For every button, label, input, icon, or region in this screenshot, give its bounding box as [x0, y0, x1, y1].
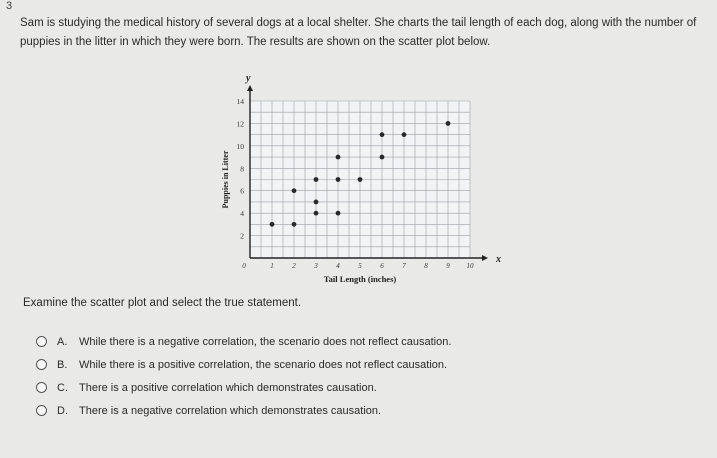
- data-point: [314, 211, 319, 216]
- x-tick-label: 1: [270, 262, 274, 270]
- choice-d[interactable]: [36, 399, 451, 422]
- data-point: [380, 132, 385, 137]
- data-point: [314, 177, 319, 182]
- x-tick-label: 6: [380, 262, 384, 270]
- data-point: [292, 222, 297, 227]
- y-axis-label: Puppies in Litter: [221, 150, 230, 209]
- choice-letter: A.: [57, 335, 68, 348]
- x-tick-label: 2: [292, 262, 296, 270]
- y-tick-label: 6: [240, 186, 244, 196]
- x-tick-label: 5: [358, 262, 362, 270]
- x-tick-label: 8: [424, 262, 428, 270]
- choice-letter: B.: [57, 358, 68, 371]
- answer-choices: [36, 330, 451, 422]
- data-point: [292, 188, 297, 193]
- y-tick-label: 2: [240, 231, 244, 241]
- choice-letter: C.: [57, 381, 68, 394]
- data-point: [336, 211, 341, 216]
- radio-button-b[interactable]: [36, 359, 47, 370]
- choice-b[interactable]: [36, 353, 451, 376]
- choice-text: There is a negative correlation which demonstrates causation.: [79, 404, 382, 417]
- radio-button-c[interactable]: [36, 382, 47, 393]
- y-tick-label: 12: [236, 119, 244, 129]
- instruction-text: Examine the scatter plot and select the true statement.: [23, 297, 302, 309]
- x-tick-label: 7: [402, 262, 406, 270]
- y-tick-label: 10: [236, 141, 244, 151]
- data-point: [358, 177, 363, 182]
- choice-text: While there is a positive correlation, the scenario does not reflect causation.: [79, 358, 448, 371]
- x-axis-symbol: x: [496, 254, 501, 265]
- choice-a[interactable]: [36, 330, 451, 353]
- y-axis-symbol: y: [246, 73, 251, 84]
- x-tick-label: 10: [466, 262, 474, 270]
- question-number: 3: [6, 0, 13, 12]
- scatter-plot-svg: [190, 62, 510, 292]
- y-tick-label: 8: [240, 164, 244, 174]
- radio-button-a[interactable]: [36, 336, 47, 347]
- x-axis-arrow: [482, 255, 488, 261]
- y-axis-arrow: [247, 85, 253, 91]
- y-tick-label: 4: [240, 209, 244, 219]
- radio-button-d[interactable]: [36, 405, 47, 416]
- data-point: [336, 177, 341, 182]
- data-point: [314, 200, 319, 205]
- choice-c[interactable]: [36, 376, 451, 399]
- choice-text: There is a positive correlation which demonstrates causation.: [79, 381, 377, 394]
- data-point: [402, 132, 407, 137]
- choice-letter: D.: [57, 404, 68, 417]
- choice-text: While there is a negative correlation, the scenario does not reflect causation.: [79, 335, 452, 348]
- data-point: [336, 155, 341, 160]
- x-tick-label: 4: [336, 262, 340, 270]
- scatter-plot: [190, 62, 510, 292]
- data-point: [270, 222, 275, 227]
- question-text: Sam is studying the medical history of several dogs at a local shelter. She charts the tail length of each dog, along with the number of puppies in the litter in which they were born. The results are shown on the scatter plot below.: [20, 17, 697, 48]
- y-tick-label: 14: [236, 97, 244, 106]
- x-tick-label: 0: [242, 262, 246, 270]
- x-tick-label: 3: [314, 262, 318, 270]
- data-point: [446, 121, 451, 126]
- x-axis-label: Tail Length (inches): [323, 274, 397, 284]
- data-point: [380, 155, 385, 160]
- x-tick-label: 9: [446, 262, 450, 270]
